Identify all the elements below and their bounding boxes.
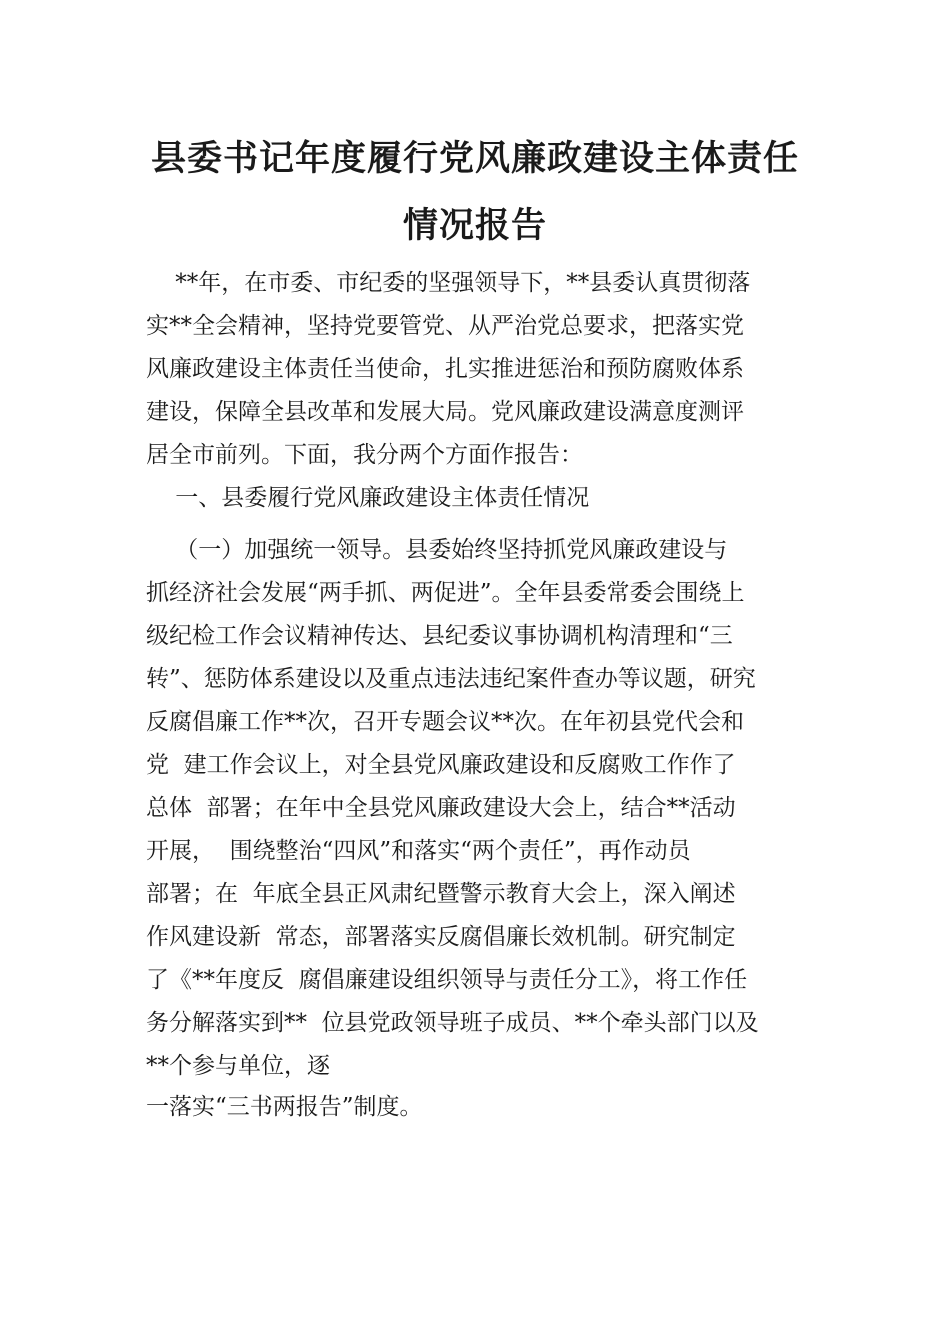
paragraph-line: 风廉政建设主体责任当使命，扎实推进惩治和预防腐败体系 [146, 356, 744, 382]
paragraph-line: **个参与单位，逐 [146, 1053, 330, 1079]
paragraph-line: 开展， 围绕整治“四风”和落实“两个责任”，再作动员 [146, 838, 691, 864]
paragraph-line: 部署；在 年底全县正风肃纪暨警示教育大会上，深入阐述 [146, 881, 736, 907]
paragraph-line: 一落实“三书两报告”制度。 [146, 1094, 423, 1120]
paragraph-line: 级纪检工作会议精神传达、县纪委议事协调机构清理和“三 [146, 623, 733, 649]
paragraph-line: 转”、惩防体系建设以及重点违法违纪案件查办等议题，研究 [146, 666, 756, 692]
paragraph-line: 党 建工作会议上，对全县党风廉政建设和反腐败工作作了 [146, 752, 736, 778]
paragraph-line: 实**全会精神，坚持党要管党、从严治党总要求，把落实党 [146, 313, 744, 339]
paragraph-line: 作风建设新 常态，部署落实反腐倡廉长效机制。研究制定 [146, 924, 736, 950]
paragraph-line: 务分解落实到** 位县党政领导班子成员、**个牵头部门以及 [146, 1010, 759, 1036]
section-heading: 一、县委履行党风廉政建设主体责任情况 [146, 485, 590, 511]
paragraph-line: 了《**年度反 腐倡廉建设组织领导与责任分工》，将工作任 [146, 967, 748, 993]
document-title-line-2: 情况报告 [402, 206, 547, 246]
document-title-line-1: 县委书记年度履行党风廉政建设主体责任 [150, 139, 799, 179]
paragraph-line: 总体 部署；在年中全县党风廉政建设大会上，结合**活动 [146, 795, 736, 821]
paragraph-line: 居全市前列。下面，我分两个方面作报告： [146, 442, 583, 468]
paragraph-line: 建设，保障全县改革和发展大局。党风廉政建设满意度测评 [146, 399, 744, 425]
paragraph-line: **年，在市委、市纪委的坚强领导下，**县委认真贯彻落 [146, 270, 751, 296]
paragraph-line: 反腐倡廉工作**次，召开专题会议**次。在年初县党代会和 [146, 709, 744, 735]
paragraph-line: 抓经济社会发展“两手抓、两促进”。全年县委常委会围绕上 [146, 580, 745, 606]
paragraph-line: （一）加强统一领导。县委始终坚持抓党风廉政建设与 [146, 537, 728, 563]
